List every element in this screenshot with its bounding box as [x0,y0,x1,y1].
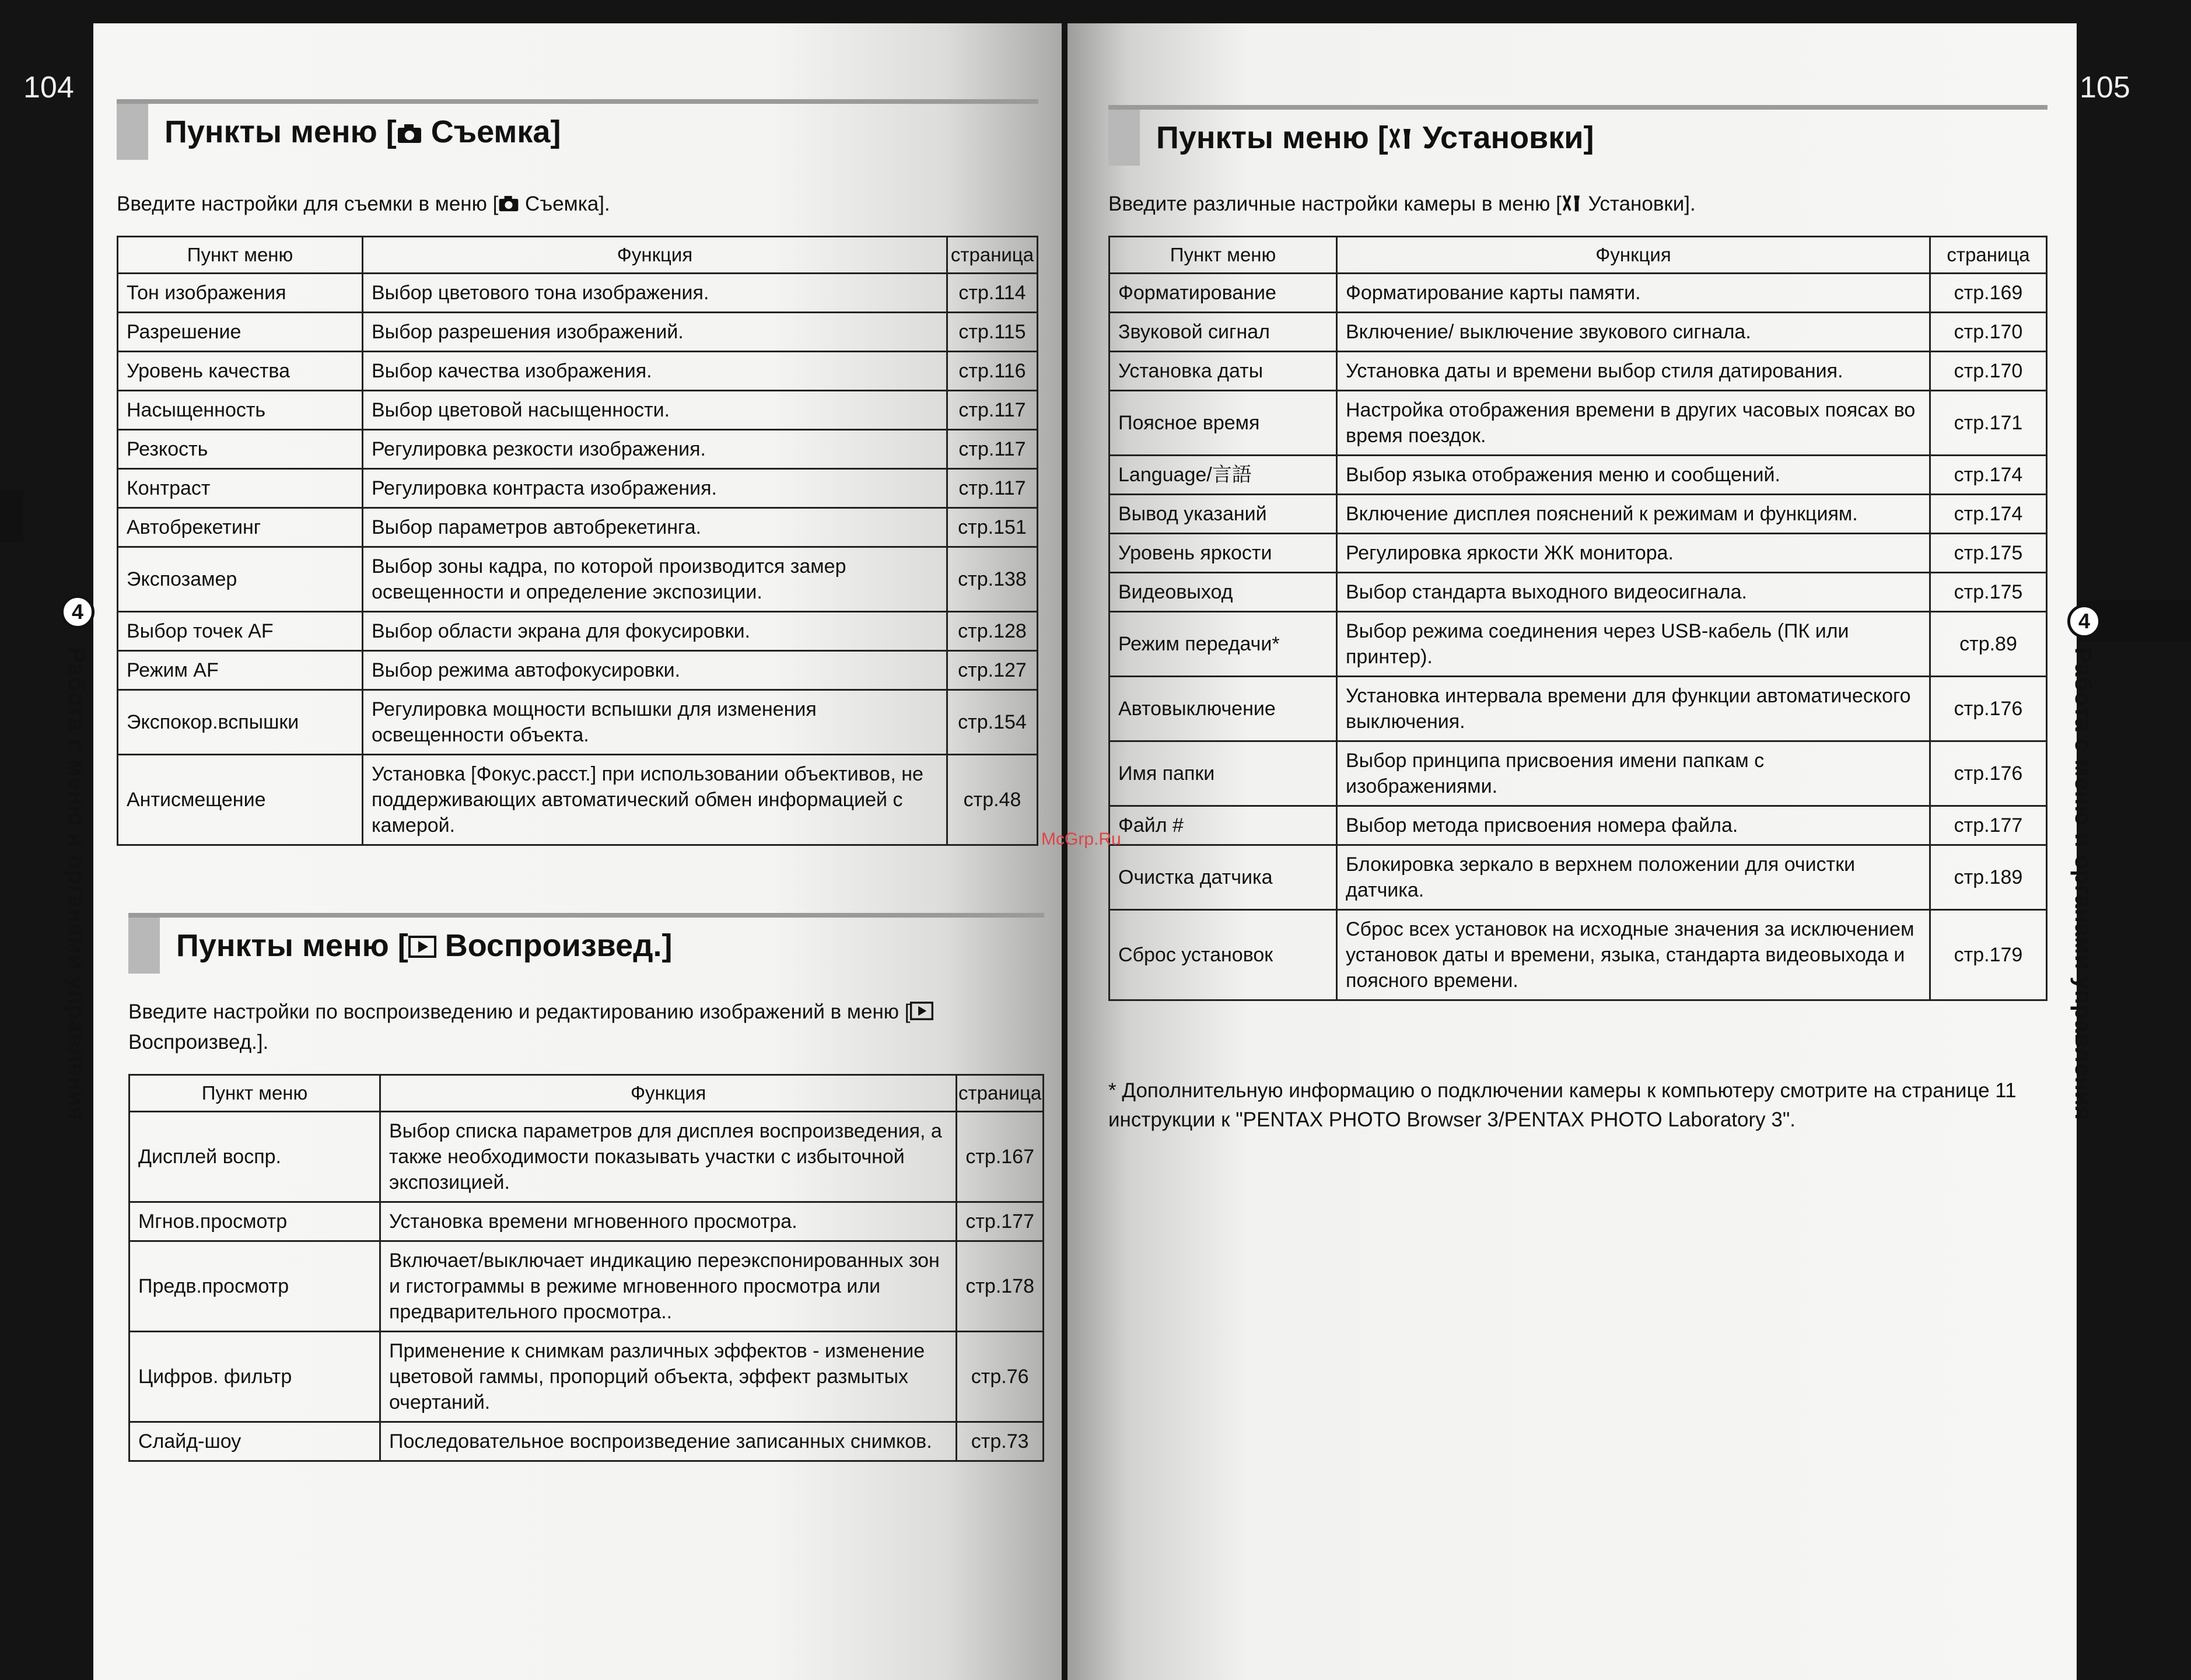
setup-heading: Пункты меню [ Установки] [1108,110,2048,166]
menu-item-cell: Мгнов.просмотр [130,1202,380,1241]
page-ref-cell: стр.117 [947,469,1038,508]
right-page [1068,23,2077,1680]
function-cell: Выбор цветовой насыщенности. [363,391,947,430]
play-icon [408,936,436,958]
table-row [1110,741,2047,806]
page-ref-cell: стр.115 [947,313,1038,352]
column-header-function: Функция [363,237,947,274]
table-row [118,274,1038,313]
table-row [1110,910,2047,1000]
page-ref-cell: стр.174 [1930,456,2047,495]
table-row [118,547,1038,612]
play-icon [910,1002,933,1020]
page-ref-cell: стр.169 [1930,274,2047,313]
page-number-left: 104 [23,71,74,104]
table-row [118,313,1038,352]
function-cell: Блокировка зеркало в верхнем положении для очистки датчика. [1337,845,1930,910]
function-cell: Выбор режима соединения через USB-кабель (ПК или принтер). [1337,612,1930,677]
watermark: McGrp.Ru [1041,830,1121,849]
menu-item-cell: Очистка датчика [1110,845,1337,910]
page-ref-cell: стр.176 [1930,677,2047,741]
function-cell: Форматирование карты памяти. [1337,274,1930,313]
table-row [118,391,1038,430]
menu-item-cell: Разрешение [118,313,363,352]
wrench-icon [1388,127,1414,150]
function-cell: Выбор разрешения изображений. [363,313,947,352]
chapter-tab-bar-left [0,490,23,542]
column-header-page: страница [957,1075,1044,1112]
chapter-tab-left [61,595,94,629]
function-cell: Выбор режима автофокусировки. [363,651,947,690]
function-cell: Установка даты и времени выбор стиля датирования. [1337,352,1930,391]
menu-item-cell: Антисмещение [118,755,363,845]
shooting-table [117,236,1038,846]
shooting-intro: Введите настройки для съемки в меню [ Съемка]. [117,192,610,215]
menu-item-cell: Предв.просмотр [130,1241,380,1332]
chapter-title-right: Работа с меню и органами управления [2070,648,2096,1121]
menu-item-cell: Режим AF [118,651,363,690]
playback-heading: Пункты меню [ Воспроизвед.] [128,918,1044,974]
page-ref-cell: стр.175 [1930,534,2047,573]
menu-item-cell: Вывод указаний [1110,495,1337,534]
page-ref-cell: стр.117 [947,430,1038,469]
column-header-item: Пункт меню [1110,237,1337,274]
menu-item-cell: Тон изображения [118,274,363,313]
chapter-title-left: Работа с меню и органами управления [64,648,89,1121]
menu-item-cell: Имя папки [1110,741,1337,806]
function-cell: Выбор области экрана для фокусировки. [363,612,947,651]
page-ref-cell: стр.151 [947,508,1038,547]
menu-item-cell: Поясное время [1110,391,1337,456]
menu-item-cell: Установка даты [1110,352,1337,391]
table-row [130,1112,1044,1202]
page-ref-cell: стр.117 [947,391,1038,430]
table-row [1110,274,2047,313]
page-ref-cell: стр.189 [1930,845,2047,910]
page-ref-cell: стр.76 [957,1332,1044,1422]
function-cell: Сброс всех установок на исходные значения за исключением установок даты и времени, языка, стандарта видеовыхода и поясного времени. [1337,910,1930,1000]
menu-item-cell: Режим передачи* [1110,612,1337,677]
function-cell: Выбор зоны кадра, по которой производится замер освещенности и определение экспозиции. [363,547,947,612]
page-ref-cell: стр.128 [947,612,1038,651]
function-cell: Выбор принципа присвоения имени папкам с изображениями. [1337,741,1930,806]
page-ref-cell: стр.154 [947,690,1038,755]
menu-item-cell: Экспозамер [118,547,363,612]
left-page [93,23,1062,1680]
page-ref-cell: стр.174 [1930,495,2047,534]
menu-item-cell: Дисплей воспр. [130,1112,380,1202]
function-cell: Настройка отображения времени в других часовых поясах во время поездок. [1337,391,1930,456]
menu-item-cell: Файл # [1110,806,1337,845]
menu-item-cell: Сброс установок [1110,910,1337,1000]
menu-item-cell: Language/言語 [1110,456,1337,495]
table-row [1110,391,2047,456]
chapter-marker-left: 4 [61,595,94,629]
table-row [1110,573,2047,612]
table-row [118,352,1038,391]
function-cell: Выбор параметров автобрекетинга. [363,508,947,547]
table-row [1110,845,2047,910]
menu-item-cell: Резкость [118,430,363,469]
setup-footnote: * Дополнительную информацию о подключении камеры к компьютеру смотрите на странице 11 инструкции к "PENTAX PHOTO Browser 3/PENTAX PHOTO Laboratory 3". [1108,1079,2017,1131]
menu-item-cell: Автовыключение [1110,677,1337,741]
function-cell: Установка интервала времени для функции автоматического выключения. [1337,677,1930,741]
page-ref-cell: стр.170 [1930,352,2047,391]
page-ref-cell: стр.170 [1930,313,2047,352]
column-header-function: Функция [1337,237,1930,274]
function-cell: Выбор стандарта выходного видеосигнала. [1337,573,1930,612]
table-row [1110,456,2047,495]
menu-item-cell: Экспокор.вспышки [118,690,363,755]
menu-item-cell: Уровень яркости [1110,534,1337,573]
table-row [130,1332,1044,1422]
table-row [130,1241,1044,1332]
column-header-item: Пункт меню [118,237,363,274]
page-ref-cell: стр.178 [957,1241,1044,1332]
table-row [1110,806,2047,845]
table-row [1110,612,2047,677]
menu-item-cell: Контраст [118,469,363,508]
camera-icon [498,195,519,212]
column-header-page: страница [1930,237,2047,274]
page-ref-cell: стр.167 [957,1112,1044,1202]
page-ref-cell: стр.179 [1930,910,2047,1000]
function-cell: Регулировка резкости изображения. [363,430,947,469]
camera-icon [397,123,422,144]
playback-intro: Введите настройки по воспроизведению и редактированию изображений в меню [ Воспроизвед.]. [128,997,1044,1058]
chapter-marker-right: 4 [2067,604,2101,638]
function-cell: Включает/выключает индикацию переэкспонированных зон и гистограммы в режиме мгновенного просмотра или предварительного просмотра.. [380,1241,957,1332]
menu-item-cell: Выбор точек AF [118,612,363,651]
menu-item-cell: Уровень качества [118,352,363,391]
column-header-page: страница [947,237,1038,274]
shooting-heading: Пункты меню [ Съемка] [117,104,1038,160]
function-cell: Последовательное воспроизведение записанных снимков. [380,1422,957,1461]
menu-item-cell: Видеовыход [1110,573,1337,612]
function-cell: Выбор качества изображения. [363,352,947,391]
function-cell: Регулировка мощности вспышки для изменения освещенности объекта. [363,690,947,755]
table-row [118,430,1038,469]
table-row [1110,534,2047,573]
function-cell: Регулировка яркости ЖК монитора. [1337,534,1930,573]
function-cell: Установка [Фокус.расст.] при использовании объективов, не поддерживающих автоматический обмен информацией с камерой. [363,755,947,845]
function-cell: Выбор метода присвоения номера файла. [1337,806,1930,845]
page-ref-cell: стр.177 [957,1202,1044,1241]
table-row [1110,352,2047,391]
function-cell: Включение/ выключение звукового сигнала. [1337,313,1930,352]
menu-item-cell: Форматирование [1110,274,1337,313]
page-ref-cell: стр.171 [1930,391,2047,456]
function-cell: Выбор цветового тона изображения. [363,274,947,313]
page-ref-cell: стр.73 [957,1422,1044,1461]
function-cell: Выбор списка параметров для дисплея воспроизведения, а также необходимости показывать участки с избыточной экспозицией. [380,1112,957,1202]
page-ref-cell: стр.114 [947,274,1038,313]
page-ref-cell: стр.116 [947,352,1038,391]
table-row [118,651,1038,690]
shooting-section [117,99,1038,846]
wrench-icon [1562,194,1583,212]
page-ref-cell: стр.176 [1930,741,2047,806]
page-ref-cell: стр.48 [947,755,1038,845]
menu-item-cell: Автобрекетинг [118,508,363,547]
page-ref-cell: стр.177 [1930,806,2047,845]
table-row [118,469,1038,508]
setup-section [1108,105,2048,1131]
table-row [1110,677,2047,741]
table-row [1110,495,2047,534]
playback-table [128,1074,1044,1462]
table-row [1110,313,2047,352]
chapter-tab-right [2067,604,2101,638]
menu-item-cell: Звуковой сигнал [1110,313,1337,352]
table-row [118,508,1038,547]
column-header-function: Функция [380,1075,957,1112]
page-ref-cell: стр.89 [1930,612,2047,677]
table-row [130,1202,1044,1241]
menu-item-cell: Насыщенность [118,391,363,430]
playback-section [128,913,1044,1462]
menu-item-cell: Цифров. фильтр [130,1332,380,1422]
menu-item-cell: Слайд-шоу [130,1422,380,1461]
function-cell: Установка времени мгновенного просмотра. [380,1202,957,1241]
setup-intro: Введите различные настройки камеры в меню [ Установки]. [1108,192,1696,215]
column-header-item: Пункт меню [130,1075,380,1112]
page-ref-cell: стр.138 [947,547,1038,612]
table-row [118,690,1038,755]
page-ref-cell: стр.127 [947,651,1038,690]
setup-table [1108,236,2048,1001]
table-row [118,612,1038,651]
function-cell: Включение дисплея пояснений к режимам и функциям. [1337,495,1930,534]
table-row [130,1422,1044,1461]
function-cell: Выбор языка отображения меню и сообщений. [1337,456,1930,495]
page-number-right: 105 [2080,71,2130,104]
function-cell: Применение к снимкам различных эффектов - изменение цветовой гаммы, пропорций объекта, эффект размытых очертаний. [380,1332,957,1422]
table-row [118,755,1038,845]
function-cell: Регулировка контраста изображения. [363,469,947,508]
page-ref-cell: стр.175 [1930,573,2047,612]
